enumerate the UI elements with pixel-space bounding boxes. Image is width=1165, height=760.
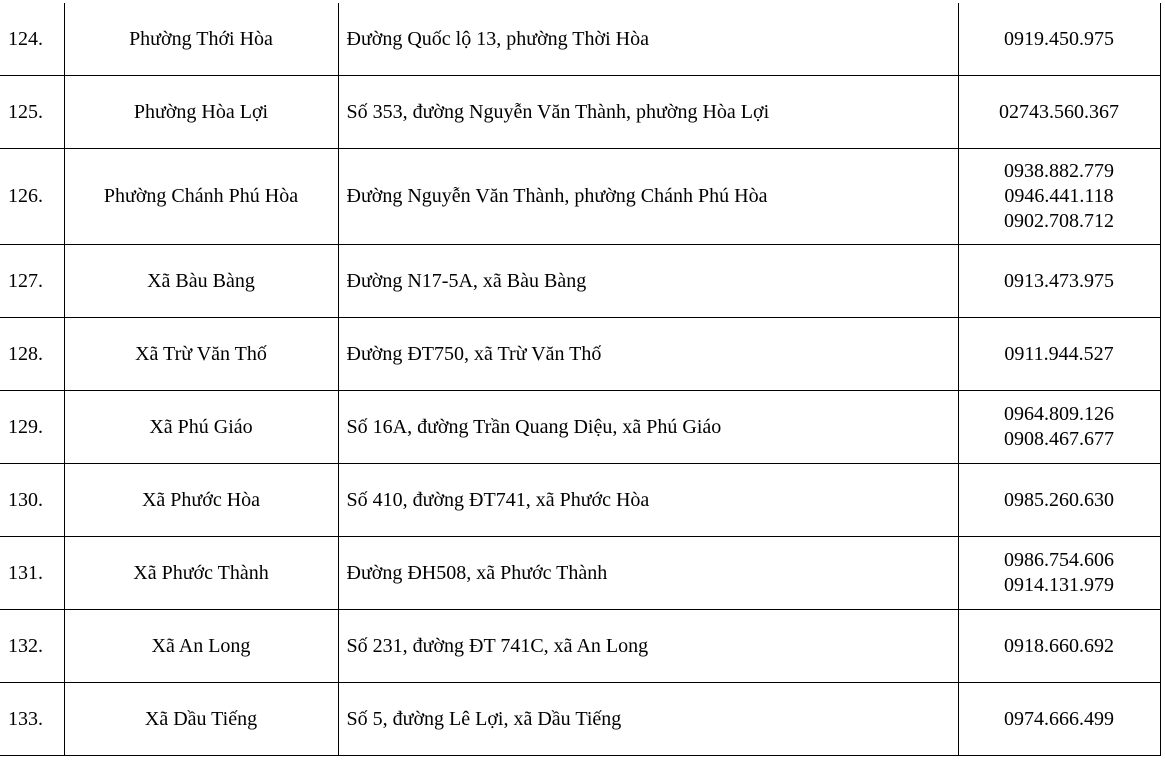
phone-cell [958,318,1160,391]
table-row [0,76,1160,149]
row-number: 128. [0,318,64,391]
phone-number: 0974.666.499 [1004,707,1114,730]
table-row [0,245,1160,318]
unit-name: Xã An Long [64,610,338,683]
phone-cell [958,391,1160,464]
unit-address: Số 5, đường Lê Lợi, xã Dầu Tiếng [338,683,958,756]
phone-number: 0946.441.118 [1004,185,1114,207]
unit-name: Xã Phước Thành [64,537,338,610]
phone-number: 0918.660.692 [1004,634,1114,657]
row-number: 132. [0,610,64,683]
row-number: 127. [0,245,64,318]
phone-number: 0919.450.975 [1004,27,1114,50]
phone-number: 0911.944.527 [1004,342,1114,365]
phone-number: 0985.260.630 [1004,488,1114,511]
row-number: 130. [0,464,64,537]
table-row [0,3,1160,76]
phone-number: 0902.708.712 [1004,210,1114,232]
unit-address: Đường Quốc lộ 13, phường Thời Hòa [338,3,958,76]
unit-name: Xã Dầu Tiếng [64,683,338,756]
phone-number: 0938.882.779 [1004,160,1114,182]
phone-cell [958,464,1160,537]
unit-name: Xã Phước Hòa [64,464,338,537]
phone-number: 0986.754.606 [1004,549,1114,571]
unit-address: Số 231, đường ĐT 741C, xã An Long [338,610,958,683]
unit-name: Phường Hòa Lợi [64,76,338,149]
phone-cell [958,3,1160,76]
phone-number: 02743.560.367 [999,100,1119,123]
phone-cell [958,76,1160,149]
row-number: 131. [0,537,64,610]
phone-number: 0913.473.975 [1004,269,1114,292]
unit-address: Đường ĐH508, xã Phước Thành [338,537,958,610]
unit-address: Số 16A, đường Trần Quang Diệu, xã Phú Giáo [338,391,958,464]
row-number: 124. [0,3,64,76]
phone-cell [958,245,1160,318]
table-row [0,537,1160,610]
phone-cell [958,149,1160,245]
table-row [0,318,1160,391]
contact-table [0,3,1161,756]
phone-cell [958,683,1160,756]
phone-cell [958,610,1160,683]
row-number: 129. [0,391,64,464]
table-row [0,391,1160,464]
unit-address: Đường Nguyễn Văn Thành, phường Chánh Phú Hòa [338,149,958,245]
unit-address: Số 410, đường ĐT741, xã Phước Hòa [338,464,958,537]
phone-cell [958,537,1160,610]
contact-table-body [0,3,1160,756]
unit-address: Đường ĐT750, xã Trừ Văn Thố [338,318,958,391]
unit-name: Xã Phú Giáo [64,391,338,464]
phone-number: 0964.809.126 [1004,403,1114,425]
table-row [0,464,1160,537]
row-number: 125. [0,76,64,149]
table-row [0,610,1160,683]
unit-name: Xã Bàu Bàng [64,245,338,318]
phone-number: 0908.467.677 [1004,428,1114,450]
unit-name: Xã Trừ Văn Thố [64,318,338,391]
table-row [0,683,1160,756]
phone-number: 0914.131.979 [1004,574,1114,596]
table-row [0,149,1160,245]
unit-name: Phường Thới Hòa [64,3,338,76]
row-number: 133. [0,683,64,756]
unit-name: Phường Chánh Phú Hòa [64,149,338,245]
row-number: 126. [0,149,64,245]
unit-address: Số 353, đường Nguyễn Văn Thành, phường Hòa Lợi [338,76,958,149]
unit-address: Đường N17-5A, xã Bàu Bàng [338,245,958,318]
